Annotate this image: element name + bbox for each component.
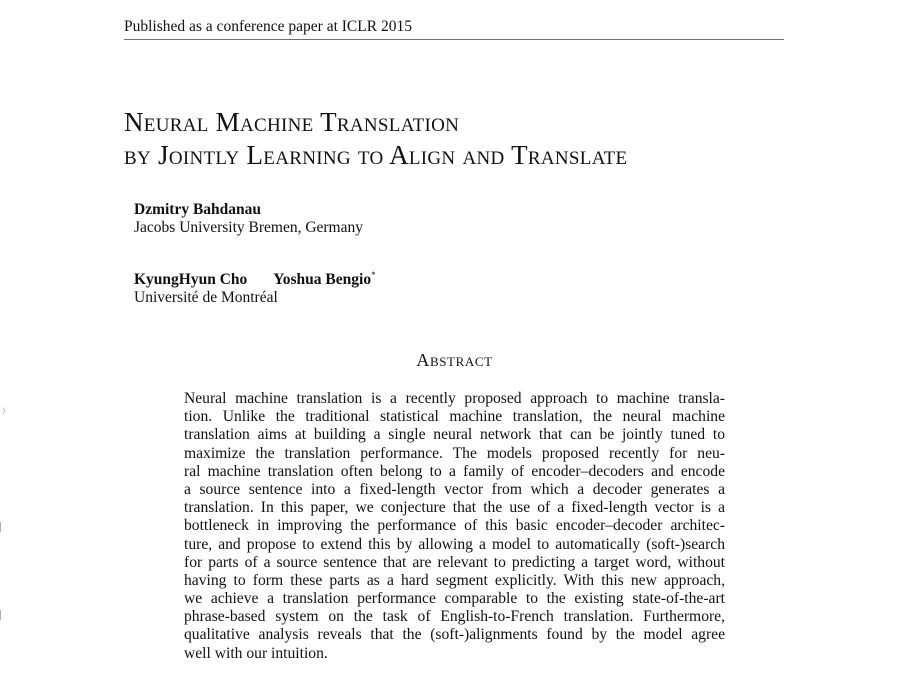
abstract-line: a source sentence into a fixed-length vector from which a decoder generates a [184,480,725,498]
author-block-2 [134,266,376,307]
margin-watermark-fragment [0,522,7,532]
header-rule [124,39,784,40]
author-name: Dzmitry Bahdanau [134,201,262,218]
abstract-line: phrase-based system on the task of English-to-French translation. Furthermore, [184,608,725,626]
abstract-line: ture, and propose to extend this by allowing a model to automatically (soft-)search [184,535,725,553]
abstract-line: tion. Unlike the traditional statistical machine translation, the neural machine [184,408,725,426]
author-block-1 [134,201,363,237]
footnote-marker[interactable]: * [371,270,376,280]
author-name: Yoshua Bengio [273,271,372,288]
author-names [134,201,363,219]
abstract-line: well with our intuition. [184,644,328,662]
abstract-line: we achieve a translation performance comparable to the existing state-of-the-art [184,590,725,608]
author-names [134,266,376,289]
abstract-line: for parts of a source sentence that are relevant to predicting a target word, without [184,553,725,571]
margin-watermark-fragment [0,407,5,415]
title-line-1: Neural Machine Translation [124,107,460,137]
paper-title [124,106,627,172]
title-line-2: by Jointly Learning to Align and Translate [124,140,628,170]
abstract-line: Neural machine translation is a recently proposed approach to machine transla- [184,390,725,407]
margin-watermark-fragment [0,610,7,620]
abstract-line: ral machine translation often belong to a family of encoder–decoders and encode [184,462,725,480]
abstract-heading: Abstract [416,350,493,370]
abstract-line: translation aims at building a single neural network that can be jointly tuned to [184,426,725,444]
abstract-line: bottleneck in improving the performance of this basic encoder–decoder architec- [184,517,725,535]
abstract-line: having to form these parts as a hard segment explicitly. With this new approach, [184,571,725,589]
abstract-line: qualitative analysis reveals that the (soft-)alignments found by the model agree [184,626,725,644]
abstract-body [184,390,725,663]
author-affiliation: Université de Montréal [134,289,278,306]
abstract-line: translation. In this paper, we conjecture that the use of a fixed-length vector is a [184,499,725,517]
running-head: Published as a conference paper at ICLR 2015 [124,18,412,35]
abstract-line: maximize the translation performance. The models proposed recently for neu- [184,444,725,462]
author-name: KyungHyun Cho [134,271,248,288]
author-affiliation: Jacobs University Bremen, Germany [134,219,363,236]
